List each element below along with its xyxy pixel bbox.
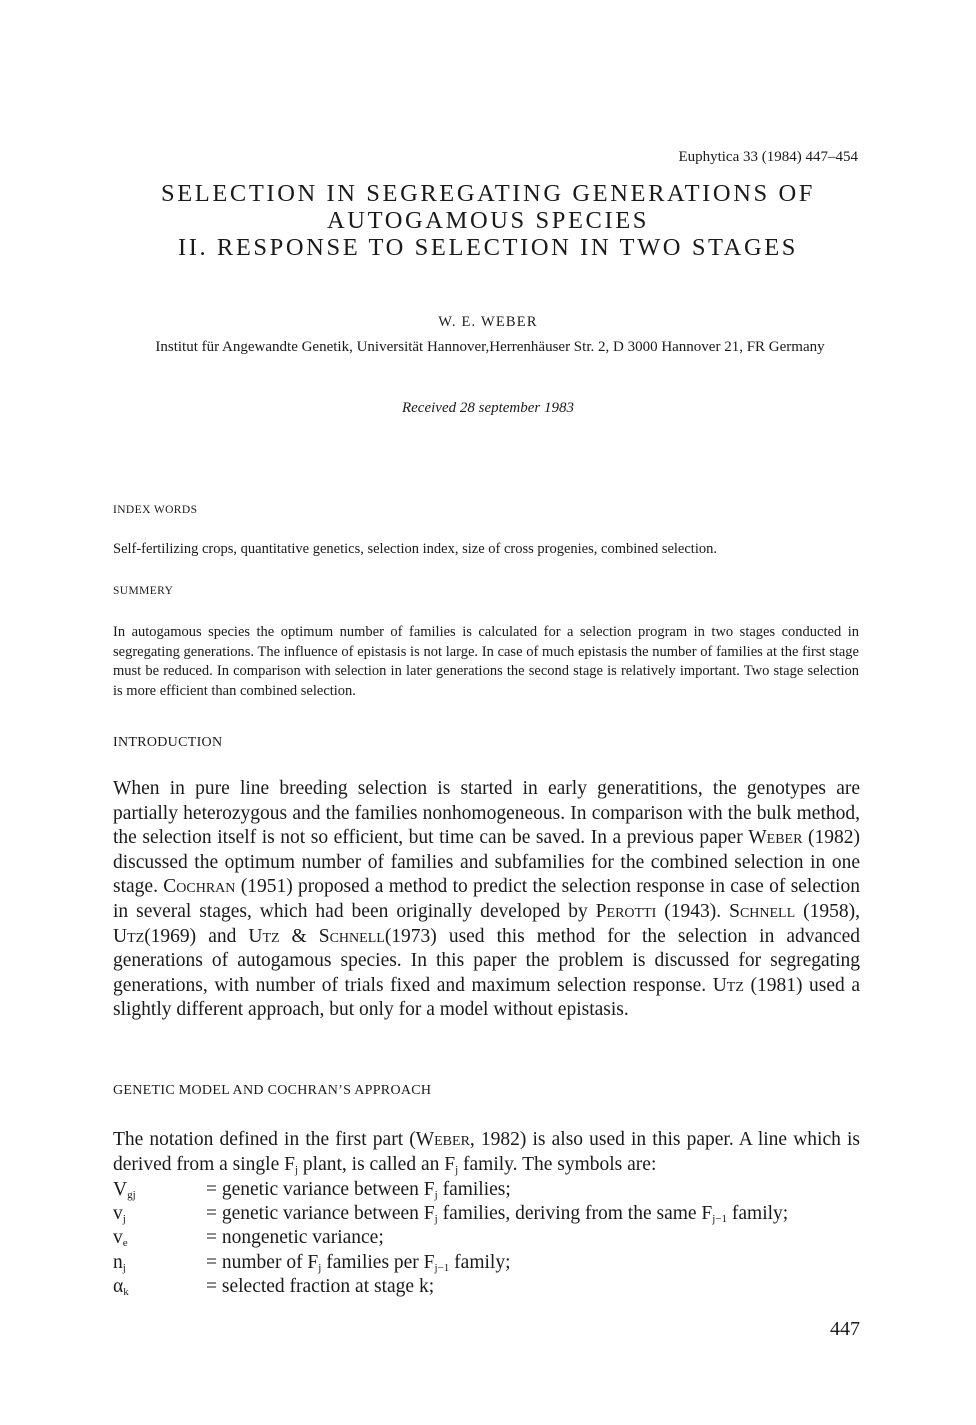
paper-title (0, 180, 976, 261)
citation-utz: Utz (712, 974, 744, 996)
author-name: W. E. WEBER (438, 314, 538, 330)
title-line-1: SELECTION IN SEGREGATING GENERATIONS OF (161, 180, 815, 207)
symbol-definitions (113, 1178, 788, 1299)
definition-row (113, 1275, 788, 1299)
definition-text: = selected fraction at stage k; (206, 1275, 435, 1297)
citation-schnell: Schnell (729, 900, 796, 922)
introduction-heading: INTRODUCTION (113, 735, 223, 750)
index-words-text: Self-fertilizing crops, quantitative genetics, selection index, size of cross progenies, combined selection. (113, 541, 717, 557)
citation-weber: Weber (415, 1129, 470, 1150)
definition-text: = genetic variance between $F_j$ families, deriving from the same $F_{j-1}$ family; (206, 1203, 789, 1226)
definition-text: = genetic variance between $F_j$ families; (206, 1179, 511, 1201)
title-line-3: II. RESPONSE TO SELECTION IN TWO STAGES (177, 234, 799, 261)
citation-schnell: Schnell (318, 925, 385, 947)
page-number: 447 (830, 1318, 860, 1340)
author-affiliation: Institut für Angewandte Genetik, Universität Hannover,Herrenhäuser Str. 2, D 3000 Hannover 21, FR Germany (155, 339, 825, 355)
symbol: $V_{gj}$ (113, 1179, 136, 1201)
citation-weber: Weber (748, 827, 803, 849)
definition-row (113, 1226, 788, 1250)
index-words-heading: INDEX WORDS (113, 504, 198, 516)
genetic-model-paragraph: The notation defined in the first part (Weber, 1982) is also used in this paper. A line which is derived from a single $F_j$ plant, is called an $F_j$ family. The symbols are: (113, 1129, 860, 1176)
citation-utz: Utz (113, 925, 145, 947)
citation-utz: Utz (248, 925, 280, 947)
symbol: $n_j$ (113, 1251, 126, 1274)
definition-text: = nongenetic variance; (206, 1227, 384, 1249)
definition-row (113, 1251, 788, 1275)
definition-row (113, 1178, 788, 1202)
definition-row (113, 1202, 788, 1226)
symbol: $\alpha_k$ (113, 1275, 129, 1298)
summary-text: In autogamous species the optimum number of families is calculated for a selection program in two stages conducted in segregating generations. The influence of epistasis is not large. In case of much epistasis the number of families at the first stage must be reduced. In comparison with selection in later generations the second stage is relatively important. Two stage selection is more efficient than combined selection. (113, 624, 859, 699)
summary-heading: SUMMERY (113, 585, 174, 597)
definition-text: = number of $F_j$ families per $F_{j-1}$ family; (206, 1251, 511, 1274)
citation-perotti: Perotti (595, 900, 657, 922)
received-date: Received 28 september 1983 (401, 400, 575, 416)
introduction-paragraph: When in pure line breeding selection is started in early generatitions, the genotypes are partially heterozygous and the families nonhomogeneous. In comparison with the bulk method, the selection itself is not so efficient, but time can be saved. In a previous paper Weber (1982) discussed the optimum number of families and subfamilies for the combined selection in one stage. Cochran (1951) proposed a method to predict the selection response in case of selection in several stages, which had been originally developed by Perotti (1943). Schnell (1958), Utz(1969) and Utz & Schnell(1973) used this method for the selection in advanced generations of autogamous species. In this paper the problem is discussed for segregating generations, with number of trials fixed and maximum selection response. Utz (1981) used a slightly different approach, but only for a model without epistasis. (113, 778, 861, 1021)
genetic-model-heading: GENETIC MODEL AND COCHRAN’S APPROACH (113, 1083, 432, 1098)
journal-reference: Euphytica 33 (1984) 447–454 (678, 149, 858, 165)
symbol: $v_e$ (113, 1227, 128, 1250)
citation-cochran: Cochran (163, 876, 236, 898)
symbol: $v_j$ (113, 1203, 126, 1226)
title-line-2: AUTOGAMOUS SPECIES (326, 207, 650, 234)
